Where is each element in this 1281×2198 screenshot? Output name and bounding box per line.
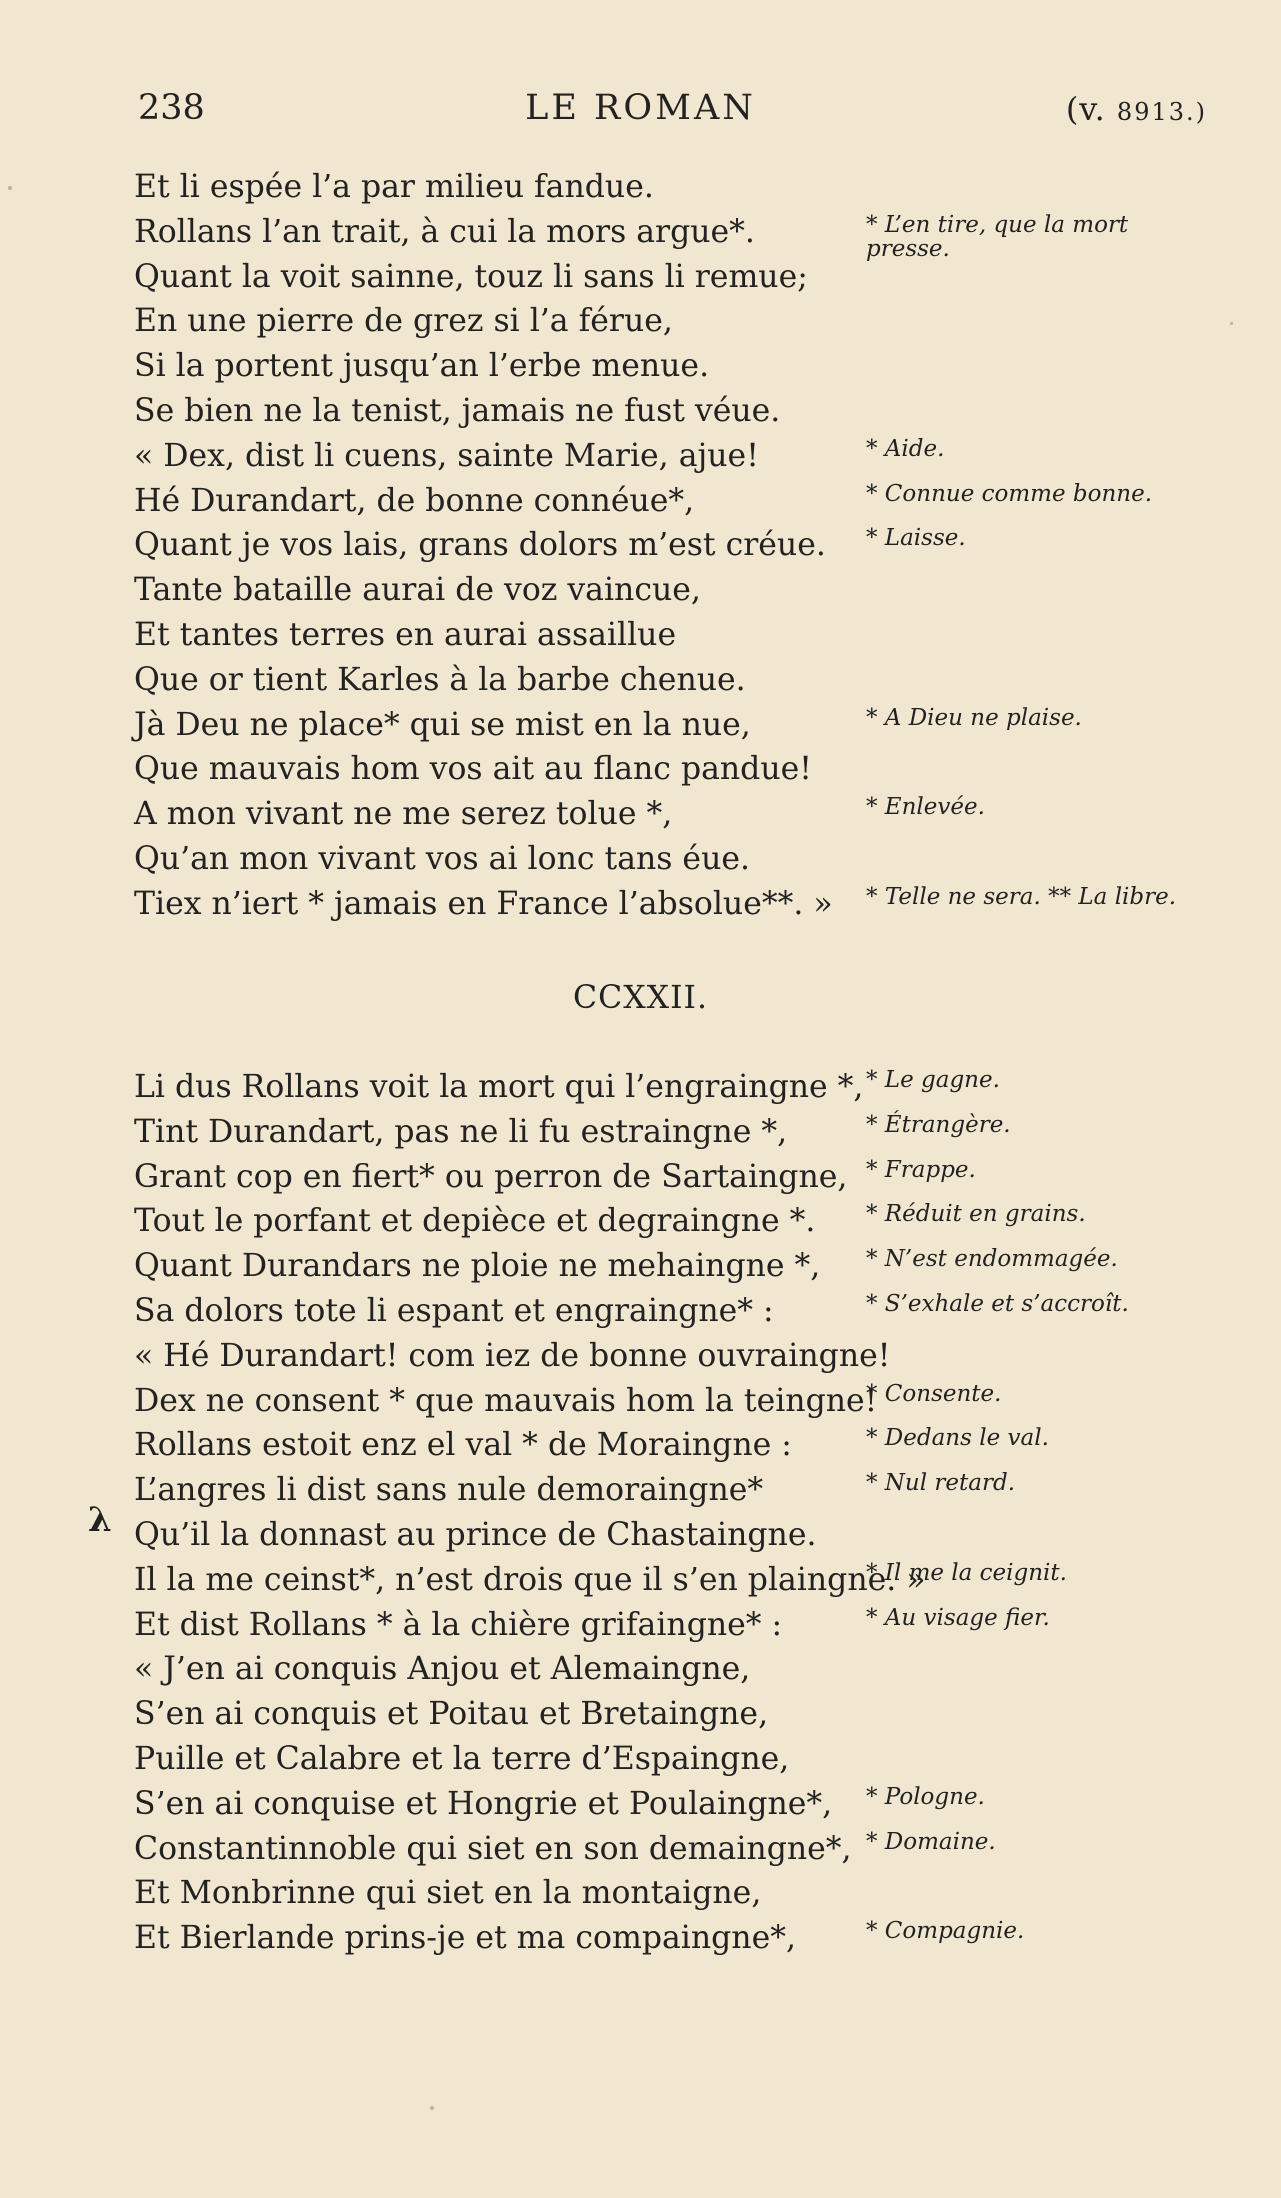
verse-text: A mon vivant ne me serez tolue *, bbox=[134, 796, 673, 833]
gloss-note: * A Dieu ne plaise. bbox=[866, 704, 1082, 731]
verse-line bbox=[0, 1111, 1281, 1156]
running-title: LE ROMAN bbox=[525, 88, 756, 128]
verse-text: Rollans estoit enz el val * de Moraingne : bbox=[134, 1427, 792, 1464]
verse-line bbox=[0, 390, 1281, 435]
paper-spot bbox=[430, 2106, 434, 2110]
page-header bbox=[0, 88, 1281, 148]
verse-text: Quant je vos lais, grans dolors m’est créue. bbox=[134, 527, 826, 564]
verse-line bbox=[0, 1424, 1281, 1469]
verse-line bbox=[0, 1604, 1281, 1649]
verse-line bbox=[0, 1290, 1281, 1335]
verse-line bbox=[0, 166, 1281, 211]
verse-text: Hé Durandart, de bonne connéue*, bbox=[134, 482, 695, 519]
verse-text: Constantinnoble qui siet en son demaingne*, bbox=[134, 1830, 852, 1867]
verse-line bbox=[0, 614, 1281, 659]
verse-text: Se bien ne la tenist, jamais ne fust véue. bbox=[134, 392, 781, 429]
section-heading: CCXXII. bbox=[573, 980, 708, 1016]
verse-text: Li dus Rollans voit la mort qui l’engraingne *, bbox=[134, 1069, 864, 1105]
verse-text: Rollans l’an trait, à cui la mors argue*. bbox=[134, 213, 755, 250]
page-number: 238 bbox=[138, 88, 205, 128]
verse-text: Quant Durandars ne ploie ne mehaingne *, bbox=[134, 1248, 821, 1285]
verse-line bbox=[0, 1559, 1281, 1604]
verse-line bbox=[0, 704, 1281, 749]
verse-line bbox=[0, 256, 1281, 301]
verse-line bbox=[0, 1693, 1281, 1738]
verse-line bbox=[0, 748, 1281, 793]
verse-line bbox=[0, 345, 1281, 390]
verse-line bbox=[0, 1066, 1281, 1111]
gloss-note: * Nul retard. bbox=[866, 1470, 1016, 1497]
verse-line bbox=[0, 1828, 1281, 1873]
verse-text: Dex ne consent * que mauvais hom la teingne! bbox=[134, 1382, 878, 1419]
verse-text: Puille et Calabre et la terre d’Espaingne, bbox=[134, 1740, 790, 1777]
verse-text: Il la me ceinst*, n’est drois que il s’en plaingne. » bbox=[134, 1561, 926, 1598]
gloss-note: * S’exhale et s’accroît. bbox=[866, 1290, 1129, 1317]
gloss-note: * Laisse. bbox=[866, 525, 966, 552]
verse-text: Qu’an mon vivant vos ai lonc tans éue. bbox=[134, 840, 751, 877]
gloss-note: * Étrangère. bbox=[866, 1111, 1011, 1138]
gloss-note: * Telle ne sera. ** La libre. bbox=[866, 883, 1177, 910]
verse-text: Tout le porfant et depièce et degraingne *. bbox=[134, 1203, 816, 1240]
gloss-note: * Aide. bbox=[866, 435, 945, 462]
verse-line bbox=[0, 1245, 1281, 1290]
paper-spot bbox=[1230, 322, 1233, 325]
verse-line bbox=[0, 838, 1281, 883]
verse-line bbox=[0, 883, 1281, 928]
verse-text: Si la portent jusqu’an l’erbe menue. bbox=[134, 348, 710, 385]
stanza-2 bbox=[0, 1066, 1281, 1962]
verse-text: Jà Deu ne place* qui se mist en la nue, bbox=[134, 706, 751, 743]
verse-text: Que or tient Karles à la barbe chenue. bbox=[134, 661, 746, 698]
verse-line bbox=[0, 1917, 1281, 1962]
verse-text: Que mauvais hom vos ait au flanc pandue! bbox=[134, 751, 812, 788]
verse-text: Tiex n’iert * jamais en France l’absolue**. » bbox=[134, 885, 833, 922]
verse-line bbox=[0, 211, 1281, 262]
verse-text: Tante bataille aurai de voz vaincue, bbox=[134, 572, 701, 609]
verse-text: « Dex, dist li cuens, sainte Marie, ajue! bbox=[134, 437, 759, 474]
gloss-note: * N’est endommagée. bbox=[866, 1246, 1118, 1273]
verse-line bbox=[0, 1738, 1281, 1783]
verse-line bbox=[0, 1200, 1281, 1245]
verse-text: S’en ai conquis et Poitau et Bretaingne, bbox=[134, 1696, 769, 1733]
verse-line bbox=[0, 300, 1281, 345]
gloss-note: * Il me la ceignit. bbox=[866, 1559, 1067, 1586]
verse-text: « J’en ai conquis Anjou et Alemaingne, bbox=[134, 1651, 751, 1688]
verse-text: En une pierre de grez si l’a férue, bbox=[134, 303, 673, 340]
gloss-note: * Enlevée. bbox=[866, 794, 985, 821]
verse-text: « Hé Durandart! com iez de bonne ouvraingne! bbox=[134, 1337, 891, 1374]
verse-text: S’en ai conquise et Hongrie et Poulaingne*, bbox=[134, 1785, 833, 1822]
verse-line bbox=[0, 1156, 1281, 1201]
verse-text: Tint Durandart, pas ne li fu estraingne *, bbox=[134, 1113, 788, 1150]
verse-line bbox=[0, 480, 1281, 525]
verse-text: Qu’il la donnast au prince de Chastaingne. bbox=[134, 1516, 817, 1553]
gloss-note: * Réduit en grains. bbox=[866, 1201, 1086, 1228]
gloss-note: * Connue comme bonne. bbox=[866, 480, 1153, 507]
stanza-1 bbox=[0, 166, 1281, 928]
verse-range: (v. 8913.) bbox=[1065, 90, 1207, 128]
verse-line bbox=[0, 1469, 1281, 1514]
verse-line bbox=[0, 435, 1281, 480]
gloss-note: * Frappe. bbox=[866, 1156, 976, 1183]
verse-line bbox=[0, 524, 1281, 569]
verse-text: Et li espée l’a par milieu fandue. bbox=[134, 169, 654, 205]
verse-line bbox=[0, 1335, 1281, 1380]
verse-line bbox=[0, 1514, 1281, 1559]
margin-mark: λ bbox=[88, 1500, 112, 1540]
gloss-note: * Consente. bbox=[866, 1380, 1002, 1407]
verse-line bbox=[0, 569, 1281, 614]
gloss-note: * Pologne. bbox=[866, 1783, 985, 1810]
verse-line bbox=[0, 1783, 1281, 1828]
paper-spot bbox=[8, 186, 12, 190]
verse-text: Et tantes terres en aurai assaillue bbox=[134, 616, 677, 653]
verse-text: L’angres li dist sans nule demoraingne* bbox=[134, 1472, 764, 1509]
verse-line bbox=[0, 793, 1281, 838]
gloss-note: * Le gagne. bbox=[866, 1067, 1000, 1093]
verse-line bbox=[0, 1648, 1281, 1693]
verse-text: Et dist Rollans * à la chière grifaingne* : bbox=[134, 1606, 783, 1643]
verse-line bbox=[0, 1872, 1281, 1917]
verse-text: Quant la voit sainne, touz li sans li remue; bbox=[134, 258, 808, 295]
gloss-note: * Dedans le val. bbox=[866, 1425, 1049, 1452]
gloss-note: * Domaine. bbox=[866, 1828, 996, 1855]
verse-text: Sa dolors tote li espant et engraingne* : bbox=[134, 1292, 774, 1329]
verse-line bbox=[0, 1380, 1281, 1425]
verse-text: Grant cop en fiert* ou perron de Sartaingne, bbox=[134, 1158, 848, 1195]
gloss-note: * Compagnie. bbox=[866, 1918, 1025, 1945]
verse-line bbox=[0, 659, 1281, 704]
verse-text: Et Monbrinne qui siet en la montaigne, bbox=[134, 1875, 762, 1912]
gloss-note: * Au visage fier. bbox=[866, 1604, 1050, 1631]
verse-text: Et Bierlande prins-je et ma compaingne*, bbox=[134, 1920, 796, 1957]
gloss-note: * L’en tire, que la mort presse. bbox=[866, 211, 1129, 262]
